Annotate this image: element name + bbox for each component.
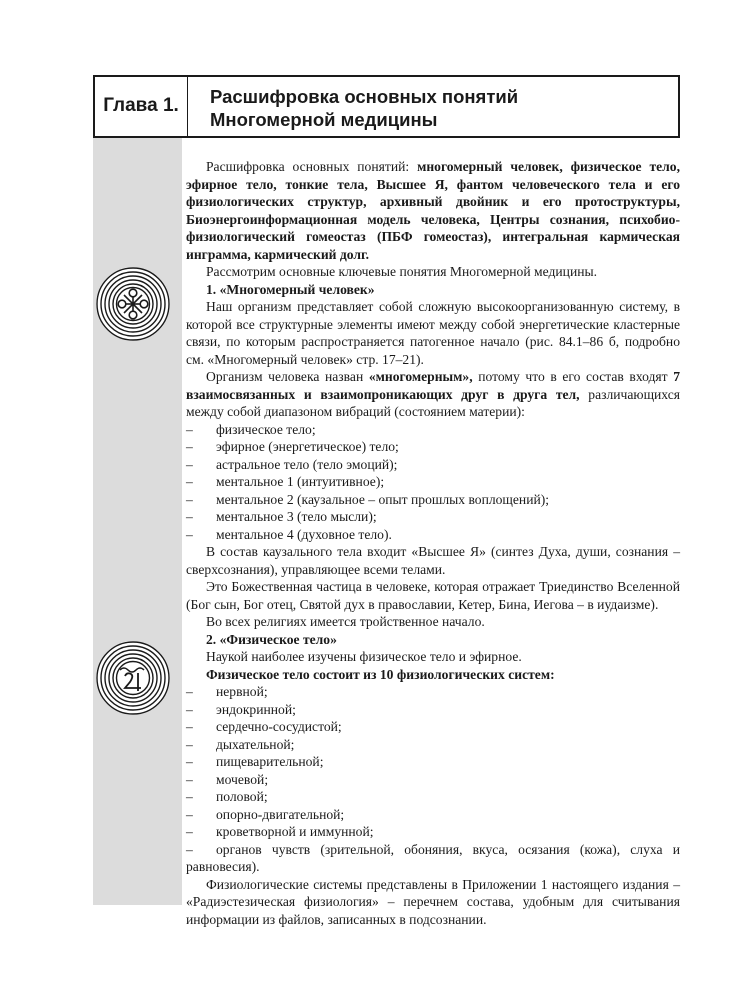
margin-sidebar bbox=[93, 138, 182, 905]
systems-list bbox=[186, 683, 680, 876]
jupiter-symbol-icon bbox=[95, 640, 171, 716]
list-item: – эндокринной; bbox=[186, 701, 296, 717]
list-item: – физическое тело; bbox=[186, 421, 316, 437]
chapter-title-line-2: Многомерной медицины bbox=[210, 109, 438, 130]
list-item: – астральное тело (тело эмоций); bbox=[186, 456, 398, 472]
systems-heading: Физическое тело состоит из 10 физиологических систем: bbox=[206, 666, 555, 682]
chapter-title-line-1: Расшифровка основных понятий bbox=[210, 86, 519, 107]
list-item: – кроветворной и иммунной; bbox=[186, 824, 374, 839]
chapter-header bbox=[93, 75, 680, 138]
list-item: – сердечно-сосудистой; bbox=[186, 719, 342, 734]
section-heading-2: 2. «Физическое тело» bbox=[206, 631, 337, 647]
divine-paragraph: Это Божественная частица в человеке, которая отражает Триединство Вселенной (Бог сын, Бог отец, Святой дух в православии, Кетер, Бина, Иегова – в иудаизме). bbox=[186, 579, 680, 612]
section-heading-1: 1. «Многомерный человек» bbox=[206, 281, 375, 297]
religions-paragraph: Во всех религиях имеется тройственное начало. bbox=[206, 614, 485, 629]
intro-paragraph bbox=[186, 158, 680, 263]
list-item: – органов чувств (зрительной, обоняния, вкуса, осязания (кожа), слуха и равновесия). bbox=[186, 841, 680, 874]
list-item: – опорно-двигательной; bbox=[186, 806, 345, 822]
list-item: – мочевой; bbox=[186, 771, 269, 787]
causal-paragraph: В состав каузального тела входит «Высшее Я» (синтез Духа, души, сознания – сверхсознания), управляющее всеми телами. bbox=[186, 544, 680, 577]
list-item: – пищеварительной; bbox=[186, 754, 324, 769]
intro-lead: Расшифровка основных понятий: bbox=[206, 159, 418, 174]
list-item: – эфирное (энергетическое) тело; bbox=[186, 439, 399, 454]
list-item: – ментальное 1 (интуитивное); bbox=[186, 474, 385, 489]
main-text bbox=[186, 158, 680, 928]
list-item: – ментальное 3 (тело мысли); bbox=[186, 509, 377, 524]
consider-paragraph: Рассмотрим основные ключевые понятия Многомерной медицины. bbox=[206, 264, 598, 279]
bodies-list bbox=[186, 421, 680, 544]
list-item: – половой; bbox=[186, 789, 268, 804]
list-item: – дыхательной; bbox=[186, 736, 295, 752]
list-item: – ментальное 4 (духовное тело). bbox=[186, 526, 392, 542]
list-item: – ментальное 2 (каузальное – опыт прошлых воплощений); bbox=[186, 491, 550, 507]
final-paragraph: Физиологические системы представлены в Приложении 1 настоящего издания – «Радиэстезическая физиология» – перечнем состава, удобным для считывания информации из файлов, записанных в подсознании. bbox=[186, 876, 680, 927]
science-paragraph: Наукой наиболее изучены физическое тело и эфирное. bbox=[206, 649, 522, 664]
organism-paragraph: Наш организм представляет собой сложную высокоорганизованную систему, в которой все структурные элементы имеют между собой энергетические кластерные связи, по которым распространяется патогенное начало (рис. 84.1–86 б, подробно см. «Многомерный человек» стр. 17–21). bbox=[186, 299, 680, 367]
intro-terms: многомерный человек, физическое тело, эфирное тело, тонкие тела, Высшее Я, фантом человеческого тела и его физиологических структур, архивный двойник и его протоструктуры, Биоэнергоинформационная модель человека, Центры сознания, психобио-физиологический гомеостаз (ПБФ гомеостаз), интегральная кармическая инграмма, кармический долг. bbox=[186, 159, 680, 262]
flower-chakra-icon bbox=[95, 266, 171, 342]
multidimensional-paragraph: Организм человека назван «многомерным», потому что в его состав входят 7 взаимосвязанных и взаимопроникающих друг в друга тел, различающихся между собой диапазоном вибраций (состоянием материи): bbox=[186, 369, 681, 419]
chapter-number: Глава 1. bbox=[95, 77, 188, 136]
chapter-title bbox=[210, 85, 518, 131]
list-item: – нервной; bbox=[186, 684, 268, 699]
